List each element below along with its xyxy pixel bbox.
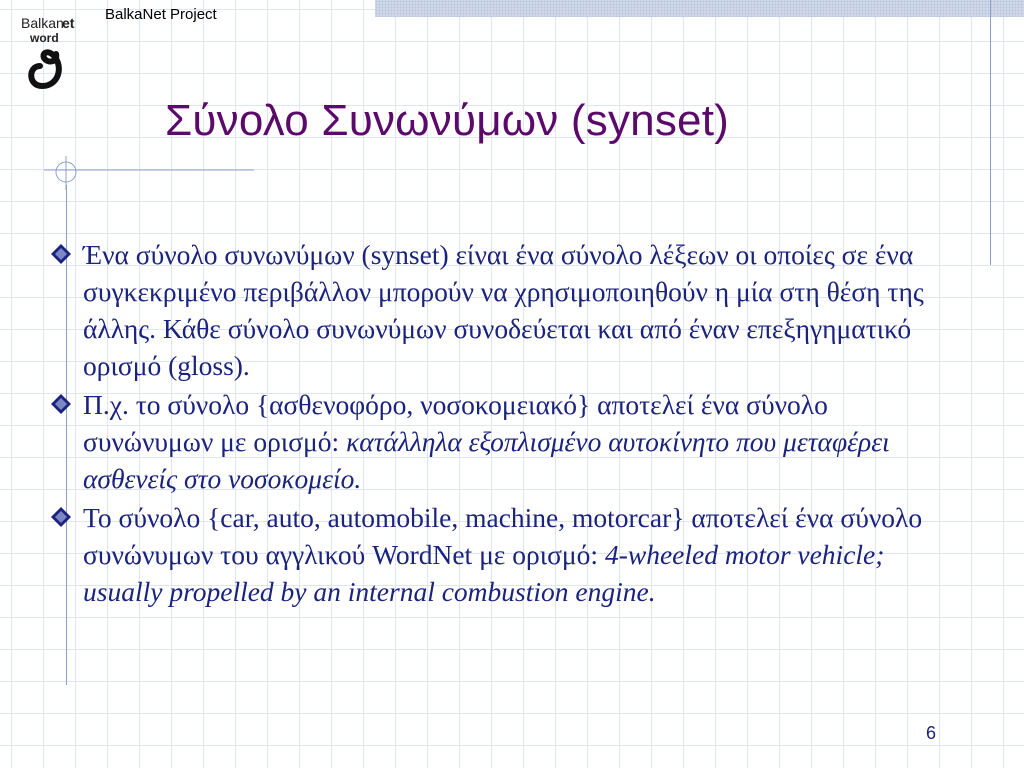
top-decorative-band	[375, 0, 1024, 17]
project-label: BalkaNet Project	[105, 6, 217, 23]
balkanet-logo	[20, 8, 94, 90]
bullet-text	[83, 386, 946, 497]
diamond-bullet-icon	[50, 243, 72, 265]
bullet-body: Το σύνολο {car, auto, automobile, machine, motorcar} αποτελεί ένα σύνολο συνώνυμων του αγγλικού WordNet με ορισμό:	[83, 502, 923, 570]
crosshair-ornament-icon	[44, 150, 254, 190]
bullet-text	[83, 236, 946, 384]
bullet-body: Ένα σύνολο συνωνύμων (synset) είναι ένα σύνολο λέξεων οι οποίες σε ένα συγκεκριμένο περιβάλλον μπορούν να χρησιμοποιηθούν η μία στη θέση της άλλης. Κάθε σύνολο συνωνύμων συνοδεύεται και από έναν επεξηγηματικό ορισμό (gloss).	[83, 239, 924, 381]
svg-text:et: et	[62, 15, 75, 31]
bullet-gloss: 4-wheeled motor vehicle; usually propelled by an internal combustion engine.	[83, 539, 885, 607]
bullet-item	[46, 499, 946, 610]
bullet-item	[46, 236, 946, 384]
svg-text:Balkan: Balkan	[21, 15, 64, 31]
right-decorative-rule	[990, 0, 991, 265]
bullet-gloss: κατάλληλα εξοπλισμένο αυτοκίνητο που μεταφέρει ασθενείς στο νοσοκομείο.	[83, 426, 890, 494]
page-number: 6	[926, 723, 937, 743]
diamond-bullet-icon	[50, 393, 72, 415]
bullet-body: Π.χ. το σύνολο {ασθενοφόρο, νοσοκομειακό} αποτελεί ένα σύνολο συνώνυμων με ορισμό:	[83, 389, 828, 457]
bullet-text	[83, 499, 946, 610]
svg-text:word: word	[30, 31, 59, 45]
bullet-item	[46, 386, 946, 497]
slide-title: Σύνολο Συνωνύμων (synset)	[165, 96, 730, 145]
diamond-bullet-icon	[50, 506, 72, 528]
bullet-list	[46, 236, 946, 612]
